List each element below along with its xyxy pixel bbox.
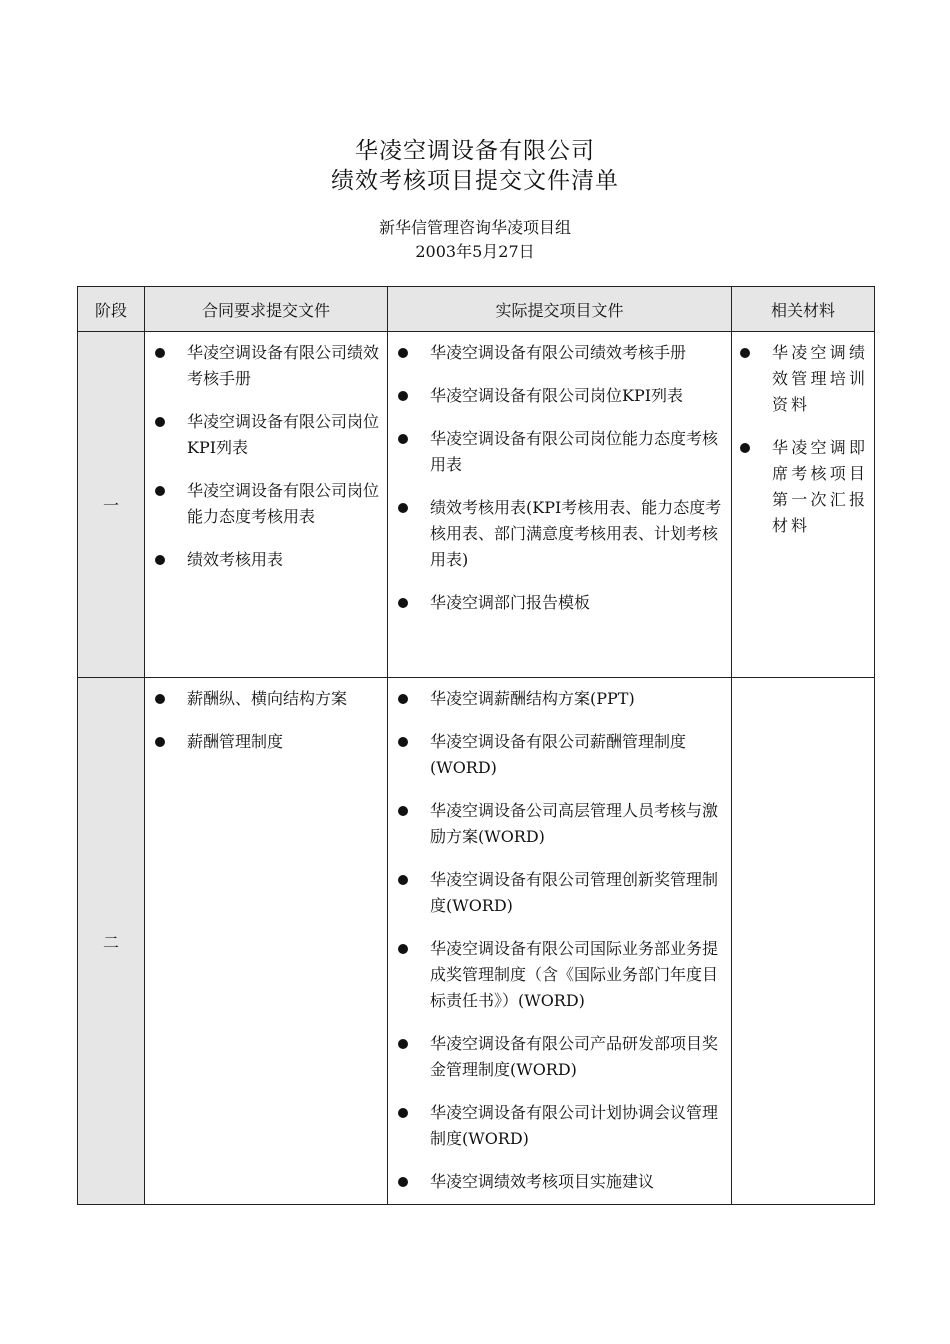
list-item-text: 华凌空调绩效考核项目实施建议 [430,1172,655,1191]
bullet-icon [155,348,165,358]
list-item [732,435,868,539]
document-date: 2003年5月27日 [415,242,535,261]
list-item [388,729,725,781]
actual-files-cell [388,678,732,1205]
header-related-materials: 相关材料 [732,287,875,332]
list-item-text: 华凌空调设备有限公司岗位KPI列表 [430,386,684,405]
bullet-icon [155,417,165,427]
bullet-icon [398,1177,408,1187]
bullet-icon [155,486,165,496]
bullet-icon [155,737,165,747]
bullet-icon [398,503,408,513]
list-item-text: 华凌空调部门报告模板 [430,593,591,612]
bullet-icon [155,694,165,704]
bullet-icon [398,806,408,816]
list-item [145,686,381,712]
company-title: 华凌空调设备有限公司 [355,138,595,164]
actual-files-cell [388,332,732,678]
list-item-text: 华凌空调设备有限公司国际业务部业务提成奖管理制度（含《国际业务部门年度目标责任书》）(WORD) [430,939,719,1010]
bullet-icon [740,348,750,358]
list-item [145,478,381,530]
list-item [388,1031,725,1083]
list-item-text: 华凌空调设备公司高层管理人员考核与激励方案(WORD) [430,801,719,846]
header-actual-files: 实际提交项目文件 [388,287,732,332]
list-item [388,426,725,478]
list-item [145,409,381,461]
deliverables-table [77,286,875,1205]
header-stage: 阶段 [78,287,145,332]
list-item [388,1169,725,1195]
list-item [388,686,725,712]
list-item [145,340,381,392]
list-item-text: 华凌空调即席考核项目第一次汇报材料 [772,438,868,535]
bullet-icon [398,875,408,885]
document-subject: 绩效考核项目提交文件清单 [331,168,619,194]
list-item-text: 华凌空调设备有限公司岗位KPI列表 [187,412,380,457]
list-item-text: 薪酬纵、横向结构方案 [187,689,348,708]
list-item [388,340,725,366]
bullet-icon [740,443,750,453]
stage-label: 二 [78,678,145,1205]
related-materials-cell [732,678,875,1205]
document-meta [0,216,950,264]
list-item [388,495,725,573]
header-contract-files: 合同要求提交文件 [145,287,388,332]
list-item [388,1100,725,1152]
list-item [388,590,725,616]
list-item-text: 绩效考核用表(KPI考核用表、能力态度考核用表、部门满意度考核用表、计划考核用表) [430,498,722,569]
list-item [388,936,725,1014]
bullet-icon [398,694,408,704]
table-row [78,678,875,1205]
list-item [388,867,725,919]
list-item [732,340,868,418]
list-item-text: 华凌空调设备有限公司绩效考核手册 [187,343,380,388]
list-item [388,798,725,850]
bullet-icon [398,1039,408,1049]
bullet-icon [398,348,408,358]
contract-files-cell [145,678,388,1205]
list-item-text: 华凌空调设备有限公司计划协调会议管理制度(WORD) [430,1103,719,1148]
list-item-text: 绩效考核用表 [187,550,284,569]
list-item-text: 华凌空调设备有限公司绩效考核手册 [430,343,687,362]
list-item [145,547,381,573]
stage-label: 一 [78,332,145,678]
list-item-text: 华凌空调设备有限公司薪酬管理制度(WORD) [430,732,687,777]
list-item-text: 华凌空调设备有限公司岗位能力态度考核用表 [187,481,380,526]
bullet-icon [398,737,408,747]
project-group: 新华信管理咨询华凌项目组 [378,218,571,237]
bullet-icon [398,391,408,401]
table-header-row [78,287,875,332]
list-item-text: 华凌空调设备有限公司管理创新奖管理制度(WORD) [430,870,719,915]
list-item-text: 薪酬管理制度 [187,732,284,751]
bullet-icon [398,1108,408,1118]
list-item [145,729,381,755]
bullet-icon [398,944,408,954]
list-item-text: 华凌空调薪酬结构方案(PPT) [430,689,635,708]
bullet-icon [398,598,408,608]
list-item [388,383,725,409]
related-materials-cell [732,332,875,678]
list-item-text: 华凌空调设备有限公司产品研发部项目奖金管理制度(WORD) [430,1034,719,1079]
list-item-text: 华凌空调绩效管理培训资料 [772,343,868,414]
bullet-icon [398,434,408,444]
bullet-icon [155,555,165,565]
contract-files-cell [145,332,388,678]
list-item-text: 华凌空调设备有限公司岗位能力态度考核用表 [430,429,719,474]
document-title [0,136,950,196]
table-row [78,332,875,678]
